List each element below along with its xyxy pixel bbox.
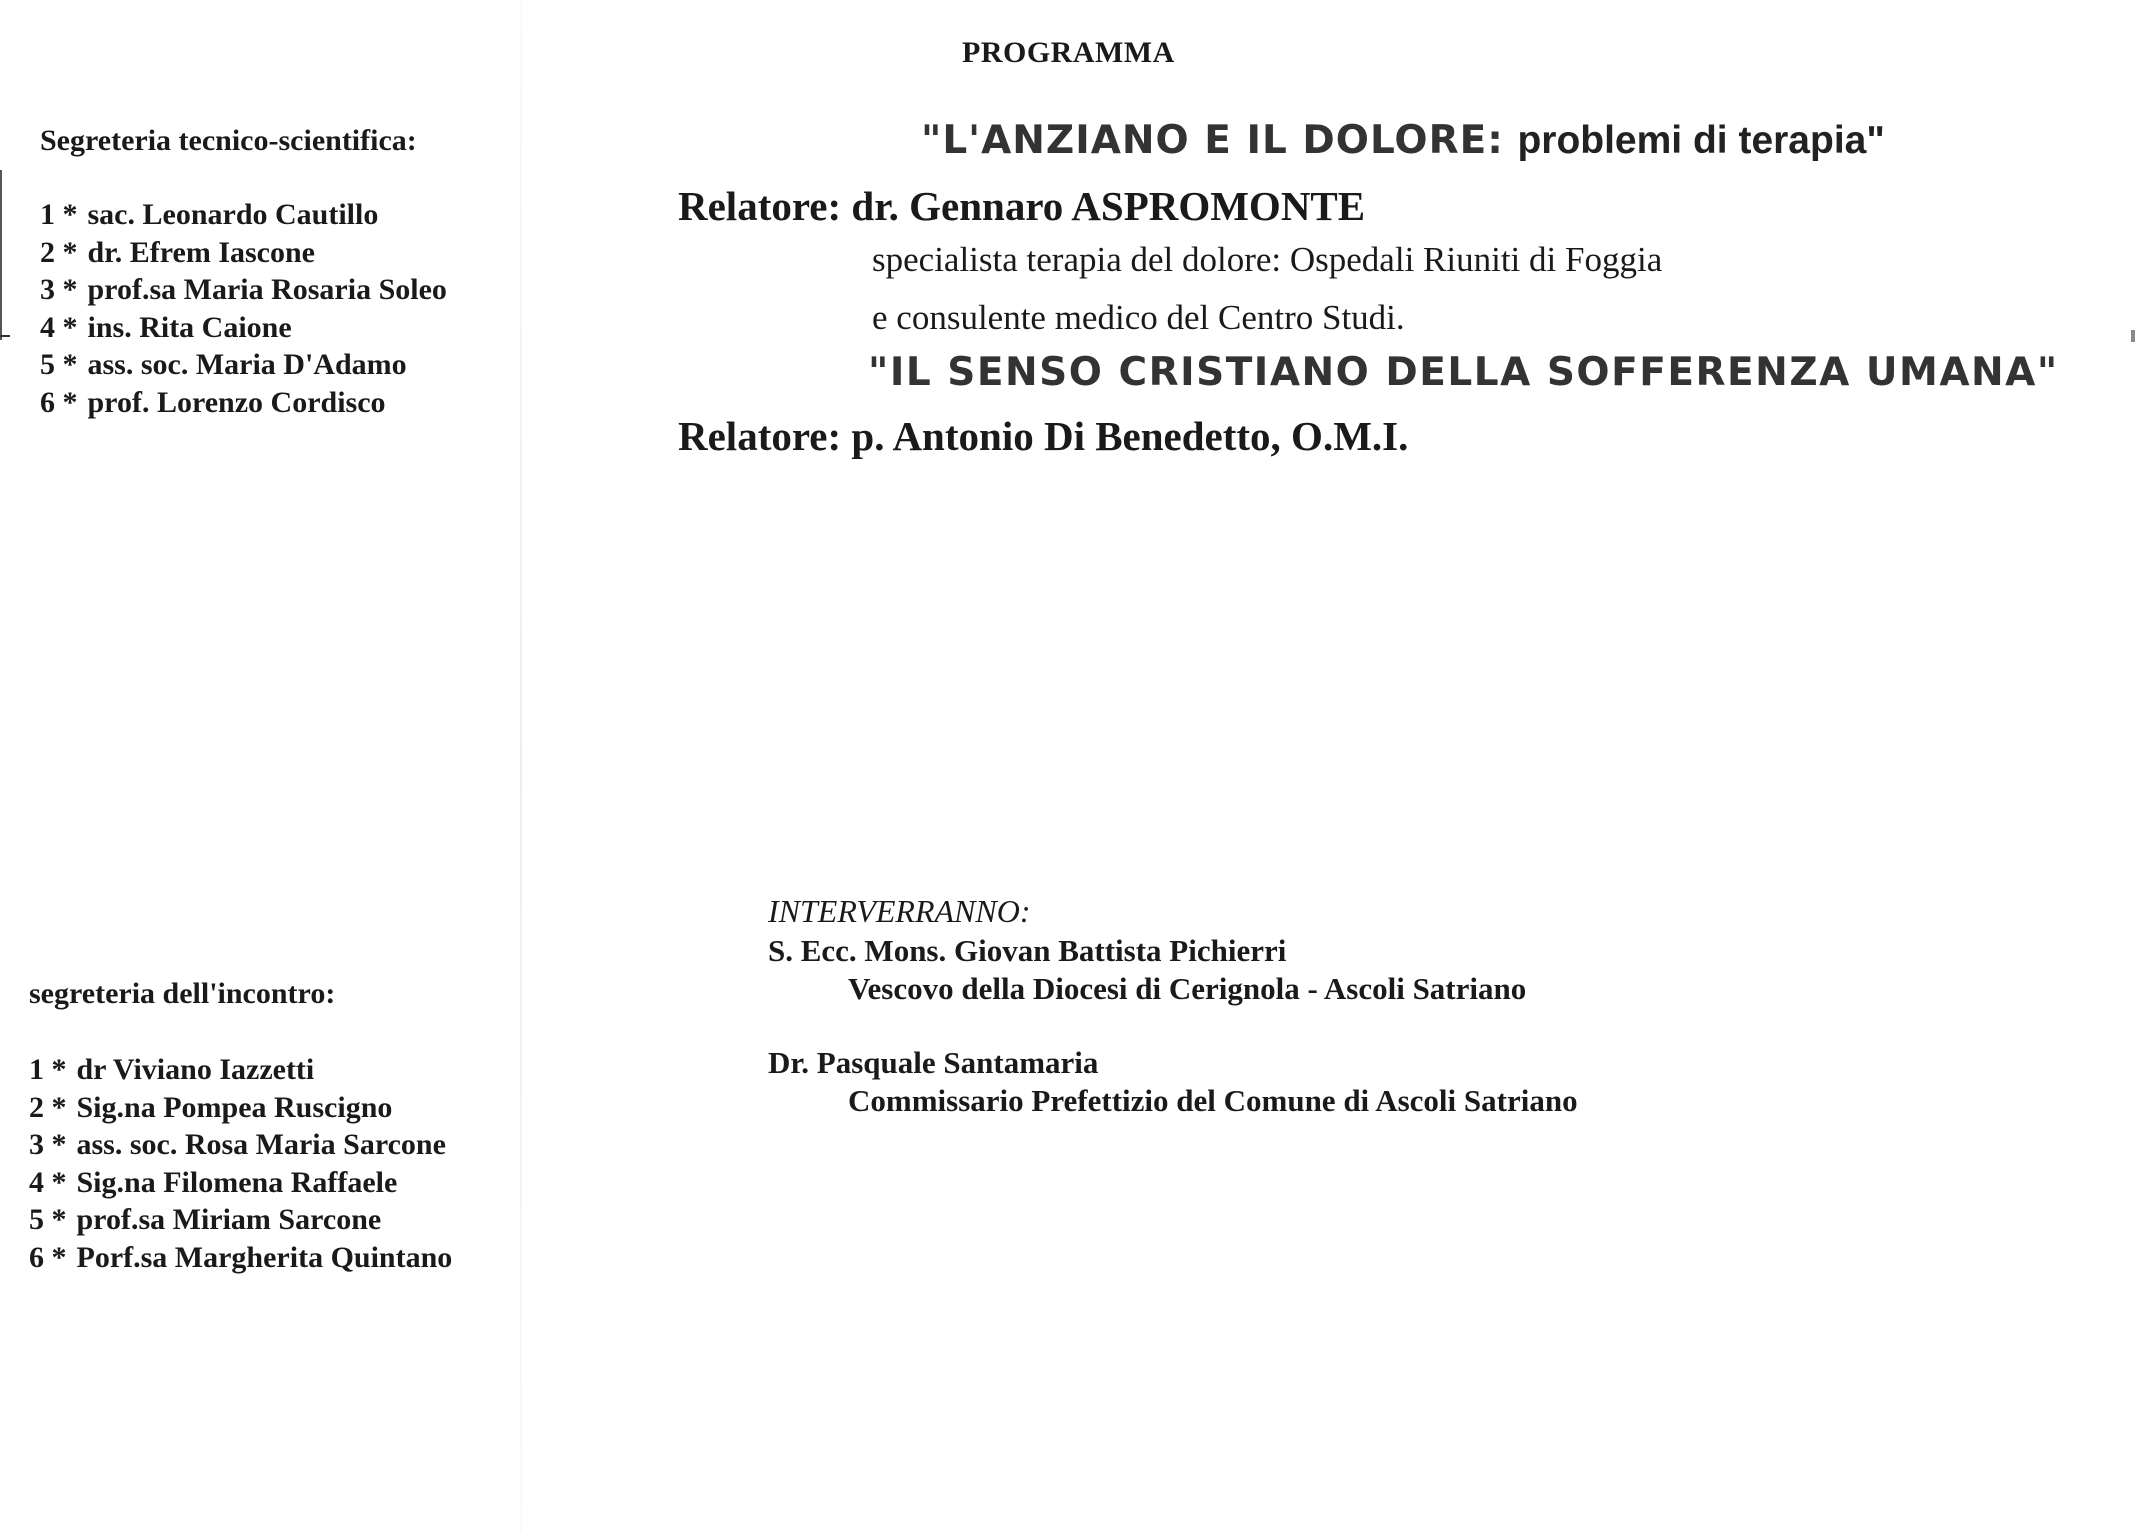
list-item-number: 5 * xyxy=(40,348,78,381)
scan-edge-tick xyxy=(0,335,10,337)
guest-name: S. Ecc. Mons. Giovan Battista Pichierri xyxy=(768,933,1287,968)
list-item-number: 6 * xyxy=(29,1240,67,1274)
talk1-title-rest: problemi di terapia" xyxy=(1517,119,1885,162)
list-item-number: 4 * xyxy=(40,310,78,344)
list-item-number: 2 * xyxy=(40,235,78,269)
segreteria-tecnica-heading: Segreteria tecnico-scientifica: xyxy=(40,124,417,157)
list-item xyxy=(40,384,447,422)
list-item-name: Sig.na Filomena Raffaele xyxy=(76,1165,398,1199)
scan-edge-mark xyxy=(0,170,2,340)
list-item-number: 5 * xyxy=(29,1203,67,1236)
list-item xyxy=(40,196,447,234)
guest-name: Dr. Pasquale Santamaria xyxy=(768,1045,1099,1080)
segreteria-incontro-heading: segreteria dell'incontro: xyxy=(29,977,336,1010)
list-item-name: ass. soc. Rosa Maria Sarcone xyxy=(76,1128,446,1161)
list-item-number: 1 * xyxy=(29,1053,67,1086)
page-fold-line xyxy=(520,0,522,1533)
list-item-number: 2 * xyxy=(29,1090,67,1124)
list-item-name: Sig.na Pompea Ruscigno xyxy=(76,1090,393,1124)
guest-role: Commissario Prefettizio del Comune di Ascoli Satriano xyxy=(848,1083,1578,1118)
list-item-number: 1 * xyxy=(40,198,78,231)
list-item-name: prof. Lorenzo Cordisco xyxy=(87,385,386,419)
list-item-name: dr Viviano Iazzetti xyxy=(76,1053,315,1086)
list-item-number: 4 * xyxy=(29,1165,67,1199)
list-item-number: 3 * xyxy=(40,273,78,306)
list-item-number: 6 * xyxy=(40,385,78,419)
list-item xyxy=(40,309,447,347)
list-item-name: ass. soc. Maria D'Adamo xyxy=(87,348,407,381)
talk1-speaker-desc-1: specialista terapia del dolore: Ospedali Riuniti di Foggia xyxy=(872,240,1663,279)
programma-heading: PROGRAMMA xyxy=(962,36,1175,69)
talk2-speaker: Relatore: p. Antonio Di Benedetto, O.M.I. xyxy=(678,413,1409,459)
list-item xyxy=(29,1239,452,1277)
list-item-name: prof.sa Miriam Sarcone xyxy=(76,1203,382,1236)
segreteria-tecnica-list xyxy=(40,196,447,421)
list-item xyxy=(40,271,447,309)
scan-edge-tick-right xyxy=(2131,330,2135,342)
talk2-title: "IL SENSO CRISTIANO DELLA SOFFERENZA UMANA" xyxy=(868,350,2059,395)
list-item xyxy=(29,1126,452,1164)
list-item xyxy=(29,1089,452,1127)
list-item-name: Porf.sa Margherita Quintano xyxy=(76,1240,453,1274)
talk1-speaker-desc-2: e consulente medico del Centro Studi. xyxy=(872,298,1405,337)
list-item-name: prof.sa Maria Rosaria Soleo xyxy=(87,273,447,306)
list-item xyxy=(29,1051,452,1089)
list-item-number: 3 * xyxy=(29,1128,67,1161)
list-item xyxy=(29,1201,452,1239)
talk1-title xyxy=(921,118,1885,163)
list-item-name: dr. Efrem Iascone xyxy=(87,235,315,269)
talk1-title-caps: "L'ANZIANO E IL DOLORE: xyxy=(921,118,1504,163)
segreteria-incontro-list xyxy=(29,1051,452,1276)
interverranno-heading: INTERVERRANNO: xyxy=(768,893,1031,929)
guest-role: Vescovo della Diocesi di Cerignola - Ascoli Satriano xyxy=(848,971,1527,1006)
list-item xyxy=(29,1164,452,1202)
list-item xyxy=(40,346,447,384)
talk1-speaker: Relatore: dr. Gennaro ASPROMONTE xyxy=(678,183,1366,229)
list-item-name: ins. Rita Caione xyxy=(87,310,292,344)
list-item xyxy=(40,234,447,272)
list-item-name: sac. Leonardo Cautillo xyxy=(87,198,379,231)
